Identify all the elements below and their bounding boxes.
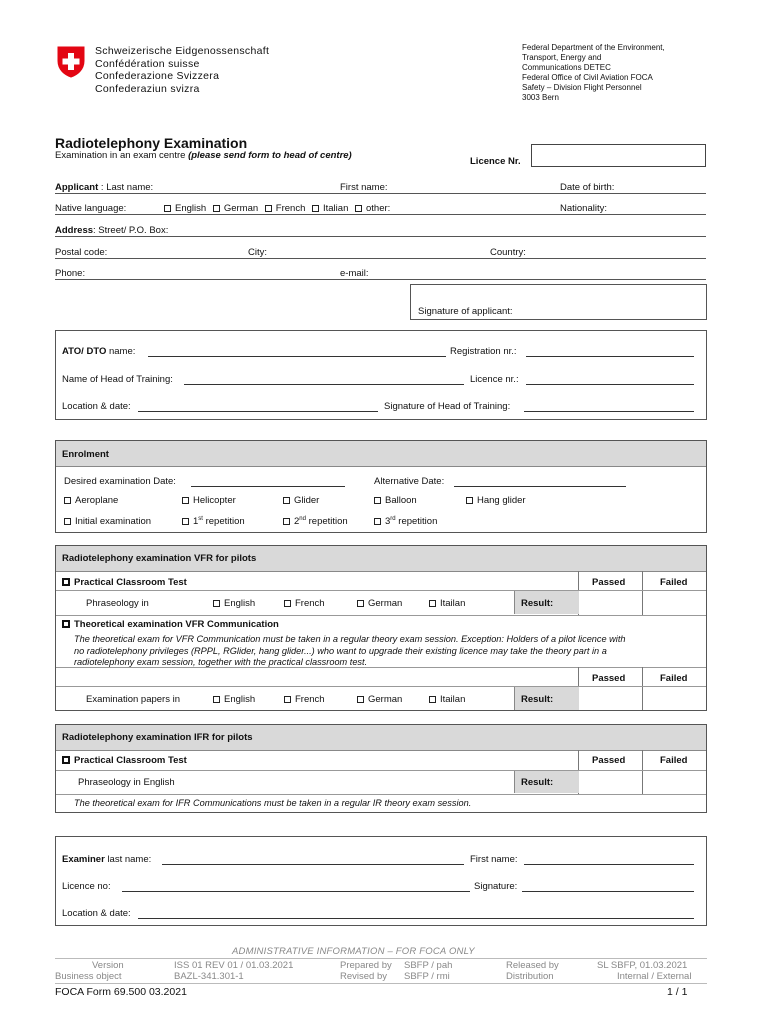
ifr-phraseology-label: Phraseology in English (78, 777, 175, 788)
ordinal-suffix: nd (299, 516, 306, 522)
ato-licence-nr-label: Licence nr.: (470, 374, 519, 385)
divider (56, 615, 706, 616)
checkbox-2nd-repetition[interactable] (283, 516, 348, 527)
ifr-result-label: Result: (521, 777, 554, 788)
option-label: Italian (323, 203, 349, 214)
checkbox-icon (466, 497, 473, 504)
swiss-coat-of-arms-icon (57, 46, 85, 78)
ifr-section (55, 724, 707, 813)
applicant-label: Applicant (55, 182, 99, 193)
released-value: SL SBFP, 01.03.2021 (597, 960, 688, 971)
checkbox-icon (64, 518, 71, 525)
department-address-block (522, 43, 665, 103)
checkbox-icon (62, 756, 70, 764)
checkbox-3rd-repetition[interactable] (374, 516, 437, 527)
checkbox-icon (213, 205, 220, 212)
option-label: Helicopter (193, 495, 236, 506)
revised-label: Revised by (340, 971, 387, 982)
vfr-result-label: Result: (521, 598, 554, 609)
checkbox-icon (312, 205, 319, 212)
dept-line: Federal Office of Civil Aviation FOCA (522, 73, 653, 82)
native-language-options (164, 203, 390, 214)
registration-nr-label: Registration nr.: (450, 346, 517, 357)
checkbox-hang-glider[interactable] (466, 495, 526, 506)
version-value: ISS 01 REV 01 / 01.03.2021 (174, 960, 294, 971)
desired-date-label: Desired examination Date: (64, 476, 176, 487)
last-name-label: : Last name: (98, 182, 154, 193)
form-subtitle (55, 150, 352, 161)
confed-line-fr: Confédération suisse (95, 57, 200, 70)
ato-licence-nr-field[interactable] (526, 375, 694, 385)
ifr-passed-header: Passed (592, 755, 626, 766)
address-bold: Address (55, 225, 94, 236)
option-label: Aeroplane (75, 495, 119, 506)
option-label: German (368, 598, 403, 609)
ato-bold: ATO/ DTO (62, 346, 107, 357)
dept-line: Safety – Division Flight Personnel (522, 83, 642, 92)
vfr-theory-result-label: Result: (521, 694, 554, 705)
checkbox-italian[interactable] (312, 203, 348, 214)
option-label: repetition (305, 516, 348, 528)
ato-location-date-field[interactable] (138, 402, 378, 412)
business-object-value: BAZL-341.301-1 (174, 971, 244, 982)
vfr-theory-failed-cell[interactable] (643, 687, 705, 710)
checkbox-icon (213, 696, 220, 703)
checkbox-aeroplane[interactable] (64, 495, 118, 506)
head-signature-label: Signature of Head of Training: (384, 401, 511, 412)
alternative-date-field[interactable] (454, 477, 626, 487)
first-name-label: First name: (340, 182, 388, 193)
option-label: Itailan (440, 694, 466, 705)
form-identifier: FOCA Form 69.500 03.2021 (55, 986, 187, 998)
note-line: The theoretical exam for VFR Communication must be taken in a regular theory exam session. Exception: Holders of a pilot licence with (74, 634, 626, 644)
licence-nr-label: Licence Nr. (470, 156, 521, 167)
vfr-passed-header: Passed (592, 577, 626, 588)
city-label: City: (248, 247, 267, 258)
vfr-practical-checkbox[interactable] (62, 577, 187, 588)
checkbox-icon (265, 205, 272, 212)
examiner-licence-field[interactable] (122, 882, 470, 892)
confed-line-it: Confederazione Svizzera (95, 70, 220, 82)
revised-value: SBFP / rmi (404, 971, 450, 982)
confederation-name-block (95, 45, 269, 95)
vfr-failed-header: Failed (660, 577, 688, 588)
ordinal-suffix: rd (390, 516, 396, 522)
examiner-section (55, 836, 707, 926)
checkbox-balloon[interactable] (374, 495, 417, 506)
examiner-signature-field[interactable] (522, 882, 694, 892)
vfr-checkbox-german[interactable] (357, 598, 402, 609)
vfr-passed-cell[interactable] (579, 591, 641, 614)
examiner-bold: Examiner (62, 854, 105, 865)
checkbox-helicopter[interactable] (182, 495, 236, 506)
confed-line-de: Schweizerische Eidgenossenschaft (95, 45, 270, 57)
option-label: English (175, 203, 207, 214)
vfr-failed-cell[interactable] (643, 591, 705, 614)
vfr-theoretical-note (74, 634, 626, 669)
checkbox-icon (283, 518, 290, 525)
ifr-practical-checkbox[interactable] (62, 755, 187, 766)
divider (56, 794, 706, 795)
vfr-theory-passed-header: Passed (592, 673, 626, 684)
ifr-passed-cell[interactable] (579, 771, 641, 793)
papers-checkbox-french[interactable] (284, 694, 325, 705)
checkbox-icon (355, 205, 362, 212)
option-label: English (224, 694, 256, 705)
option-label: Itailan (440, 598, 466, 609)
applicant-last-name-label (55, 182, 153, 193)
checkbox-icon (182, 518, 189, 525)
ato-name-label (62, 346, 135, 357)
native-language-label: Native language: (55, 203, 127, 214)
ifr-result-cell (514, 771, 579, 793)
subtitle-instruction: (please send form to head of centre) (188, 150, 352, 161)
checkbox-icon (429, 696, 436, 703)
desired-date-field[interactable] (191, 477, 345, 487)
checkbox-icon (182, 497, 189, 504)
examiner-first-name-field[interactable] (524, 855, 694, 865)
checkbox-glider[interactable] (283, 495, 319, 506)
vfr-section (55, 545, 707, 711)
page-number: 1 / 1 (667, 986, 688, 998)
ifr-failed-cell[interactable] (643, 771, 705, 793)
postal-code-label: Postal code: (55, 247, 108, 258)
applicant-name-line[interactable] (55, 193, 706, 194)
head-signature-field[interactable] (524, 402, 694, 412)
vfr-checkbox-italian[interactable] (429, 598, 465, 609)
vfr-theoretical-checkbox[interactable] (62, 619, 279, 630)
checkbox-icon (164, 205, 171, 212)
checkbox-initial-examination[interactable] (64, 516, 151, 527)
option-label: French (295, 598, 325, 609)
examiner-last-name-label (62, 854, 151, 865)
checkbox-french[interactable] (265, 203, 306, 214)
vfr-practical-title: Practical Classroom Test (74, 577, 187, 588)
option-label: Balloon (385, 495, 417, 506)
examiner-licence-label: Licence no: (62, 881, 111, 892)
country-label: Country: (490, 247, 526, 258)
form-title: Radiotelephony Examination (55, 135, 248, 151)
checkbox-icon (62, 620, 70, 628)
option-label: Initial examination (75, 516, 152, 527)
subtitle-text: Examination in an exam centre (55, 150, 189, 161)
option-label: Glider (294, 495, 320, 506)
option-label: repetition (202, 516, 245, 528)
phone-line[interactable] (55, 279, 706, 280)
checkbox-icon (284, 696, 291, 703)
checkbox-icon (284, 600, 291, 607)
ifr-note: The theoretical exam for IFR Communications must be taken in a regular IR theory exam session. (74, 798, 472, 808)
ifr-practical-title: Practical Classroom Test (74, 755, 187, 766)
distribution-value: Internal / External (617, 971, 692, 982)
checkbox-icon (429, 600, 436, 607)
ato-location-date-label: Location & date: (62, 401, 131, 412)
option-label: repetition (395, 516, 438, 528)
vfr-header (56, 546, 706, 572)
vfr-title: Radiotelephony examination VFR for pilots (62, 553, 257, 564)
papers-checkbox-english[interactable] (213, 694, 255, 705)
option-label: French (295, 694, 325, 705)
checkbox-icon (213, 600, 220, 607)
papers-checkbox-german[interactable] (357, 694, 402, 705)
native-language-line[interactable] (55, 214, 706, 215)
ato-name-text: name: (106, 346, 136, 357)
ato-section (55, 330, 707, 420)
checkbox-icon (374, 497, 381, 504)
released-label: Released by (506, 960, 559, 971)
prepared-label: Prepared by (340, 960, 392, 971)
note-line: radiotelephony exam session, together with the practical classroom test. (74, 657, 368, 667)
note-line: no radiotelephony privileges (RPPL, RGlider, hang glider...) who want to upgrade their existing licence may take the theory part in a (74, 645, 607, 656)
checkbox-icon (64, 497, 71, 504)
examiner-first-name-label: First name: (470, 854, 518, 865)
dept-line: Transport, Energy and (522, 53, 602, 62)
dept-line: 3003 Bern (522, 93, 559, 102)
registration-nr-field[interactable] (526, 347, 694, 357)
ordinal-suffix: st (198, 516, 203, 522)
checkbox-german[interactable] (213, 203, 258, 214)
checkbox-icon (62, 578, 70, 586)
option-label: French (275, 203, 306, 214)
enrolment-title: Enrolment (62, 449, 109, 460)
papers-checkbox-italian[interactable] (429, 694, 465, 705)
checkbox-icon (374, 518, 381, 525)
examiner-location-date-field[interactable] (138, 909, 694, 919)
licence-nr-field[interactable] (531, 144, 706, 167)
examiner-location-date-label: Location & date: (62, 908, 131, 919)
alternative-date-label: Alternative Date: (374, 476, 445, 487)
examiner-last-name-text: last name: (104, 854, 152, 865)
vfr-theory-failed-header: Failed (660, 673, 688, 684)
ato-name-field[interactable] (148, 347, 446, 357)
confed-line-rm: Confederaziun svizra (95, 82, 200, 95)
examiner-signature-label: Signature: (474, 881, 518, 892)
applicant-signature-label: Signature of applicant: (418, 306, 513, 317)
applicant-signature-box[interactable] (410, 284, 707, 320)
nationality-label: Nationality: (560, 203, 607, 214)
phraseology-in-label: Phraseology in (86, 598, 149, 609)
examination-papers-label: Examination papers in (86, 694, 180, 705)
email-label: e-mail: (340, 268, 369, 279)
ordinal-number: 1 (193, 516, 199, 528)
address-street-label: : Street/ P.O. Box: (93, 225, 169, 236)
checkbox-english[interactable] (164, 203, 206, 214)
head-of-training-field[interactable] (184, 375, 464, 385)
vfr-checkbox-english[interactable] (213, 598, 255, 609)
ifr-failed-header: Failed (660, 755, 688, 766)
dept-line: Federal Department of the Environment, (522, 43, 665, 52)
checkbox-1st-repetition[interactable] (182, 516, 245, 527)
vfr-checkbox-french[interactable] (284, 598, 325, 609)
postal-line[interactable] (55, 258, 706, 259)
vfr-theory-result-cell (514, 687, 579, 710)
option-label: Hang glider (477, 495, 526, 506)
address-label (55, 225, 168, 236)
ifr-header (56, 725, 706, 751)
version-label: Version (92, 960, 124, 971)
vfr-result-cell (514, 591, 579, 614)
head-of-training-label: Name of Head of Training: (62, 374, 173, 385)
option-label: English (224, 598, 256, 609)
prepared-value: SBFP / pah (404, 960, 453, 971)
option-label: German (223, 203, 259, 214)
checkbox-icon (357, 696, 364, 703)
checkbox-other[interactable] (355, 203, 390, 214)
admin-top-line (55, 958, 707, 959)
distribution-label: Distribution (506, 971, 554, 982)
business-object-label: Business object (55, 971, 122, 982)
enrolment-section (55, 440, 707, 533)
ordinal-number: 3 (385, 516, 391, 528)
admin-title: ADMINISTRATIVE INFORMATION – FOR FOCA ONLY (232, 946, 475, 957)
vfr-theory-passed-cell[interactable] (579, 687, 641, 710)
checkbox-icon (283, 497, 290, 504)
ifr-title: Radiotelephony examination IFR for pilots (62, 732, 253, 743)
divider (56, 667, 706, 668)
admin-bottom-line (55, 983, 707, 984)
option-label: German (368, 694, 403, 705)
checkbox-icon (357, 600, 364, 607)
enrolment-header (56, 441, 706, 467)
ordinal-number: 2 (294, 516, 300, 528)
dob-label: Date of birth: (560, 182, 615, 193)
dept-line: Communications DETEC (522, 63, 611, 72)
address-line[interactable] (55, 236, 706, 237)
phone-label: Phone: (55, 268, 86, 279)
vfr-theoretical-title: Theoretical examination VFR Communication (74, 619, 279, 630)
examiner-last-name-field[interactable] (162, 855, 464, 865)
option-label: other: (366, 203, 391, 214)
